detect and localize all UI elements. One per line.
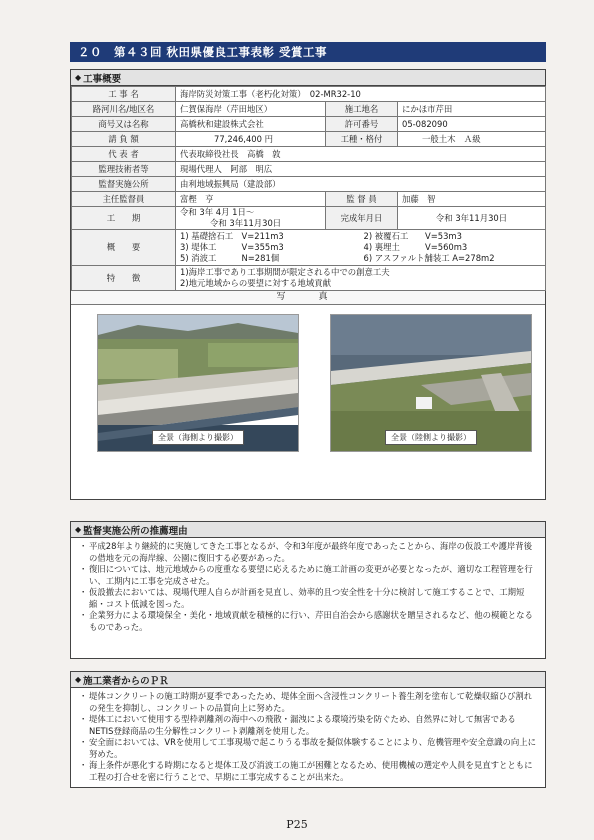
value-company: 高橋秋和建設株式会社 (176, 117, 326, 132)
overview-heading-text: 工事概要 (83, 73, 122, 85)
label-period: 工 期 (72, 207, 176, 230)
list-item: ・ 堤体工において使用する型枠剥離剤の海中への飛散・漏洩による環境汚染を防ぐため、自然界に対して無害であるNETIS登録商品の生分解性コンクリート剥離剤を使用した。 (89, 714, 539, 737)
label-features: 特 徴 (72, 266, 176, 291)
label-company: 商号又は名称 (72, 117, 176, 132)
label-project-name: 工 事 名 (72, 87, 176, 102)
value-office: 由利地域振興局（建設部） (176, 177, 546, 192)
summary-item: 3) 堤体工 V=355m3 (180, 242, 284, 252)
label-site: 施工地名 (326, 102, 398, 117)
table-row (72, 117, 546, 132)
value-grade: 一般土木 Ａ級 (398, 132, 546, 147)
summary-item: 1) 基礎捨石工 V=211m3 (180, 231, 284, 241)
list-item: ・ 復旧については、地元地域からの度重なる要望に応えるために施工計画の変更が必要となったが、適切な工程管理を行い、工期内に工事を完成させた。 (89, 564, 539, 587)
pr-list (71, 688, 545, 783)
summary-grid (180, 231, 541, 264)
value-license: 05-082090 (398, 117, 546, 132)
table-row (72, 177, 546, 192)
recommendation-list (71, 538, 545, 633)
recommendation-heading (71, 522, 545, 538)
table-row (72, 102, 546, 117)
list-item: ・ 企業努力による環境保全・美化・地域貢献を積極的に行い、芹田自治会から感謝状を贈呈されるなど、他の模範となるものであった。 (89, 610, 539, 633)
overview-heading (71, 70, 545, 86)
label-completion: 完成年月日 (326, 207, 398, 230)
label-grade: 工種・格付 (326, 132, 398, 147)
period-start: 令和 3年 4月 1日～ (180, 207, 255, 217)
diamond-icon: ◆ (75, 525, 82, 534)
value-supervisor: 加藤 智 (398, 192, 546, 207)
photo-heading: 写 真 (71, 291, 545, 305)
summary-item: 5) 消波工 N=281個 (180, 253, 280, 263)
list-item: ・ 安全面においては、VRを使用して工事現場で起こりうる事故を擬似体験することにより、危機管理や安全意識の向上に努めた。 (89, 737, 539, 760)
label-river: 路河川名/地区名 (72, 102, 176, 117)
summary-item: 4) 裏埋土 V=560m3 (363, 242, 468, 252)
photo-sea-side (97, 314, 299, 452)
photo-caption-land-side: 全景（陸側より撮影） (385, 430, 477, 445)
photo-caption-sea-side: 全景（海側より撮影） (152, 430, 244, 445)
value-chief-supervisor: 富樫 亨 (176, 192, 326, 207)
value-engineer: 現場代理人 阿部 明広 (176, 162, 546, 177)
period-end: 令和 3年11月30日 (210, 218, 282, 228)
recommendation-heading-text: 監督実施公所の推薦理由 (83, 525, 188, 537)
list-item: ・ 仮設撤去においては、現場代理人自らが計画を見直し、効率的且つ安全性を十分に検討して施工することで、工期短縮・コスト低減を図った。 (89, 587, 539, 610)
value-features (176, 266, 546, 291)
pr-heading-text: 施工業者からのＰＲ (83, 675, 169, 687)
value-summary (176, 230, 546, 266)
value-amount: 77,246,400 円 (176, 132, 326, 147)
pr-heading (71, 672, 545, 688)
value-representative: 代表取締役社長 高橋 敦 (176, 147, 546, 162)
table-row (72, 207, 546, 230)
value-completion: 令和 3年11月30日 (398, 207, 546, 230)
value-river: 仁賀保海岸（芹田地区） (176, 102, 326, 117)
label-engineer: 監理技術者等 (72, 162, 176, 177)
feature-item: 1)海岸工事であり工事期間が限定される中での創意工夫 (180, 267, 390, 277)
label-chief-supervisor: 主任監督員 (72, 192, 176, 207)
list-item: ・ 海上条件が悪化する時期になると堤体工及び消波工の施工が困難となるため、使用機械の選定や人員を見直すとともに工程の打合せを密に行うことで、早期に工事完成することが出来た。 (89, 760, 539, 783)
label-supervisor: 監 督 員 (326, 192, 398, 207)
label-amount: 請 負 額 (72, 132, 176, 147)
value-period (176, 207, 326, 230)
pr-section (70, 671, 546, 788)
value-project-name: 海岸防災対策工事（老朽化対策） 02-MR32-10 (176, 87, 546, 102)
table-row (72, 147, 546, 162)
label-license: 許可番号 (326, 117, 398, 132)
overview-section (70, 69, 546, 500)
table-row (72, 266, 546, 291)
summary-item: 2) 被覆石工 V=53m3 (363, 231, 462, 241)
table-row (72, 162, 546, 177)
table-row (72, 87, 546, 102)
list-item: ・ 平成28年より継続的に実施してきた工事となるが、令和3年度が最終年度であったことから、海岸の仮設工や護岸背後の借地を元の海岸線、公園に復旧する必要があった。 (89, 541, 539, 564)
recommendation-section (70, 521, 546, 659)
photo-land-side (330, 314, 532, 452)
list-item: ・ 堤体コンクリートの施工時期が夏季であったため、堤体全面へ含浸性コンクリート養生剤を塗布して乾燥収縮ひび割れの発生を抑制し、コンクリートの品質向上に努めた。 (89, 691, 539, 714)
diamond-icon: ◆ (75, 675, 82, 684)
label-office: 監督実施公所 (72, 177, 176, 192)
photo-area (71, 305, 545, 460)
summary-item: 6) アスファルト舗装工 A=278m2 (363, 253, 495, 263)
table-row (72, 192, 546, 207)
value-site: にかほ市芹田 (398, 102, 546, 117)
label-summary: 概 要 (72, 230, 176, 266)
label-representative: 代 表 者 (72, 147, 176, 162)
page-title: ２０ 第４３回 秋田県優良工事表彰 受賞工事 (70, 42, 546, 62)
page-number: P25 (286, 818, 308, 831)
overview-table (71, 86, 546, 291)
diamond-icon: ◆ (75, 73, 82, 82)
feature-item: 2)地元地域からの要望に対する地域貢献 (180, 278, 331, 288)
table-row (72, 230, 546, 266)
table-row (72, 132, 546, 147)
